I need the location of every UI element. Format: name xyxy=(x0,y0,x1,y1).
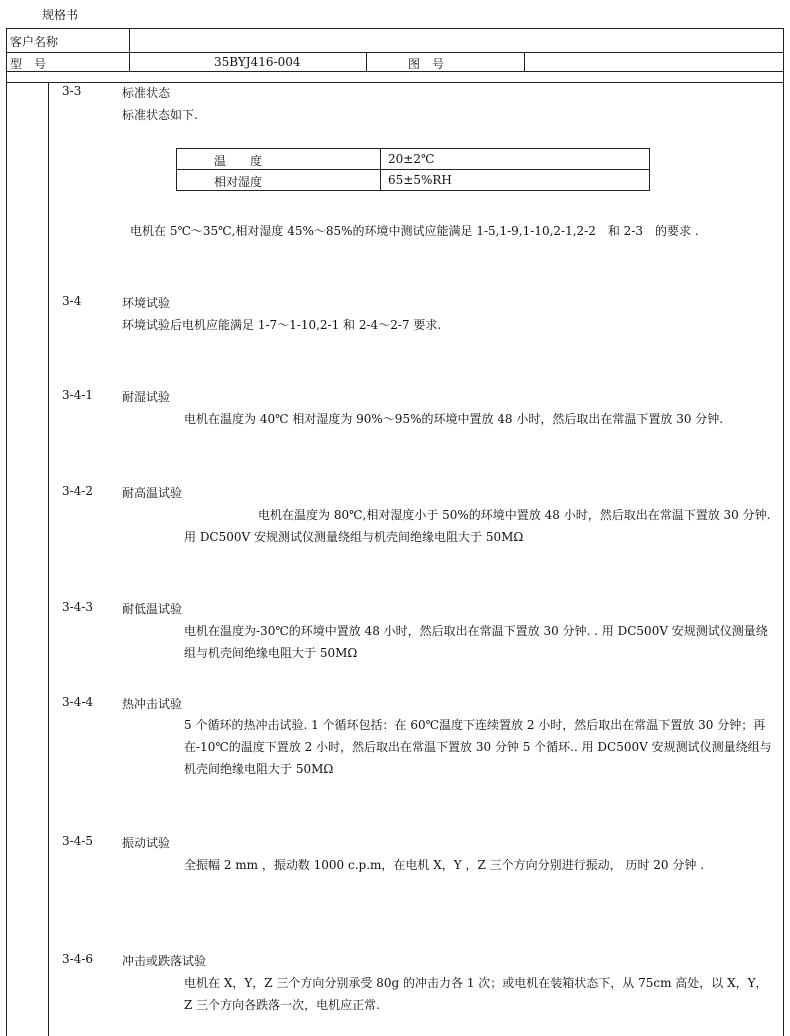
table-row-label: 相对湿度 xyxy=(214,175,263,189)
table-mid-border xyxy=(380,148,381,191)
model-value: 35BYJ416-004 xyxy=(214,55,301,69)
page-left-border xyxy=(6,28,7,1036)
section-3-4-5-title: 振动试验 xyxy=(122,836,171,850)
table-right-border xyxy=(649,148,650,191)
section-3-4-6-number: 3-4-6 xyxy=(62,952,94,966)
table-bottom-border xyxy=(176,190,650,191)
header-model-divider xyxy=(366,52,367,71)
section-3-4-1-number: 3-4-1 xyxy=(62,388,94,402)
section-3-4-2-body: 电机在温度为 80℃,相对湿度小于 50%的环境中置放 48 小时，然后取出在常温下置放 30 分钟. 用 DC500V 安规测试仪测量绕组与机壳间绝缘电阻大于 50MΩ xyxy=(184,508,771,544)
section-3-4-6-title: 冲击或跌落试验 xyxy=(122,954,207,968)
section-3-4-3-body: 电机在温度为-30℃的环境中置放 48 小时，然后取出在常温下置放 30 分钟. . 用 DC500V 安规测试仪测量绕组与机壳间绝缘电阻大于 50MΩ xyxy=(184,624,768,660)
section-3-4-1-body: 电机在温度为 40℃ 相对湿度为 90%～95%的环境中置放 48 小时，然后取出在常温下置放 30 分钟. xyxy=(184,412,724,426)
content-margin-line xyxy=(48,82,49,1036)
section-3-3-title: 标准状态 xyxy=(122,86,171,100)
section-3-3-number: 3-3 xyxy=(62,84,82,98)
section-3-4-4-body: 5 个循环的热冲击试验. 1 个循环包括：在 60℃温度下连续置放 2 小时，然后取出在常温下置放 30 分钟；再在-10℃的温度下置放 2 小时，然后取出在常温下置放 30 分钟 5 个循环.. 用 DC500V 安规测试仪测量绕组与机壳间绝缘电阻大于 50MΩ xyxy=(184,718,772,776)
section-3-4-6-body: 电机在 X，Y，Z 三个方向分别承受 80g 的冲击力各 1 次；或电机在装箱状态下，从 75cm 高处，以 X，Y，Z 三个方向各跌落一次，电机应正常. xyxy=(184,976,768,1012)
section-3-3-intro: 标准状态如下. xyxy=(122,108,198,122)
section-3-4-body: 环境试验后电机应能满足 1-7～1-10,2-1 和 2-4～2-7 要求. xyxy=(122,318,442,332)
table-row-value: 65±5%RH xyxy=(388,173,452,187)
section-3-4-5-body: 全振幅 2 mm ，振动数 1000 c.p.m，在电机 X，Y ，Z 三个方向分别进行振动， 历时 20 分钟 . xyxy=(184,858,705,872)
section-3-4-1-title: 耐湿试验 xyxy=(122,390,171,404)
section-3-4-2-number: 3-4-2 xyxy=(62,484,94,498)
section-3-4-3-number: 3-4-3 xyxy=(62,600,94,614)
section-3-4-title: 环境试验 xyxy=(122,296,171,310)
section-3-4-number: 3-4 xyxy=(62,294,82,308)
section-3-3-body: 电机在 5℃～35℃,相对湿度 45%～85%的环境中测试应能满足 1-5,1-9,1-10,2-1,2-2 和 2-3 的要求 . xyxy=(130,224,699,238)
header-label-divider xyxy=(129,28,130,71)
customer-name-label: 客户名称 xyxy=(10,35,59,49)
table-row-value: 20±2℃ xyxy=(388,152,435,166)
document-title: 规格书 xyxy=(42,8,79,22)
section-3-4-3-title: 耐低温试验 xyxy=(122,602,183,616)
drawing-number-label: 图 号 xyxy=(408,57,445,71)
table-row-divider xyxy=(176,169,650,170)
section-3-4-5-number: 3-4-5 xyxy=(62,834,94,848)
model-label: 型 号 xyxy=(10,57,47,71)
table-row-label: 温 度 xyxy=(214,154,263,168)
header-top-border xyxy=(6,28,784,29)
section-3-4-2-title: 耐高温试验 xyxy=(122,486,183,500)
table-top-border xyxy=(176,148,650,149)
header-row-divider-2 xyxy=(6,71,784,72)
page-right-border xyxy=(783,28,784,1036)
header-bottom-border xyxy=(6,82,784,83)
header-row-divider xyxy=(6,52,784,53)
header-drawing-divider xyxy=(524,52,525,71)
table-left-border xyxy=(176,148,177,191)
section-3-4-4-number: 3-4-4 xyxy=(62,695,94,709)
section-3-4-4-title: 热冲击试验 xyxy=(122,697,183,711)
